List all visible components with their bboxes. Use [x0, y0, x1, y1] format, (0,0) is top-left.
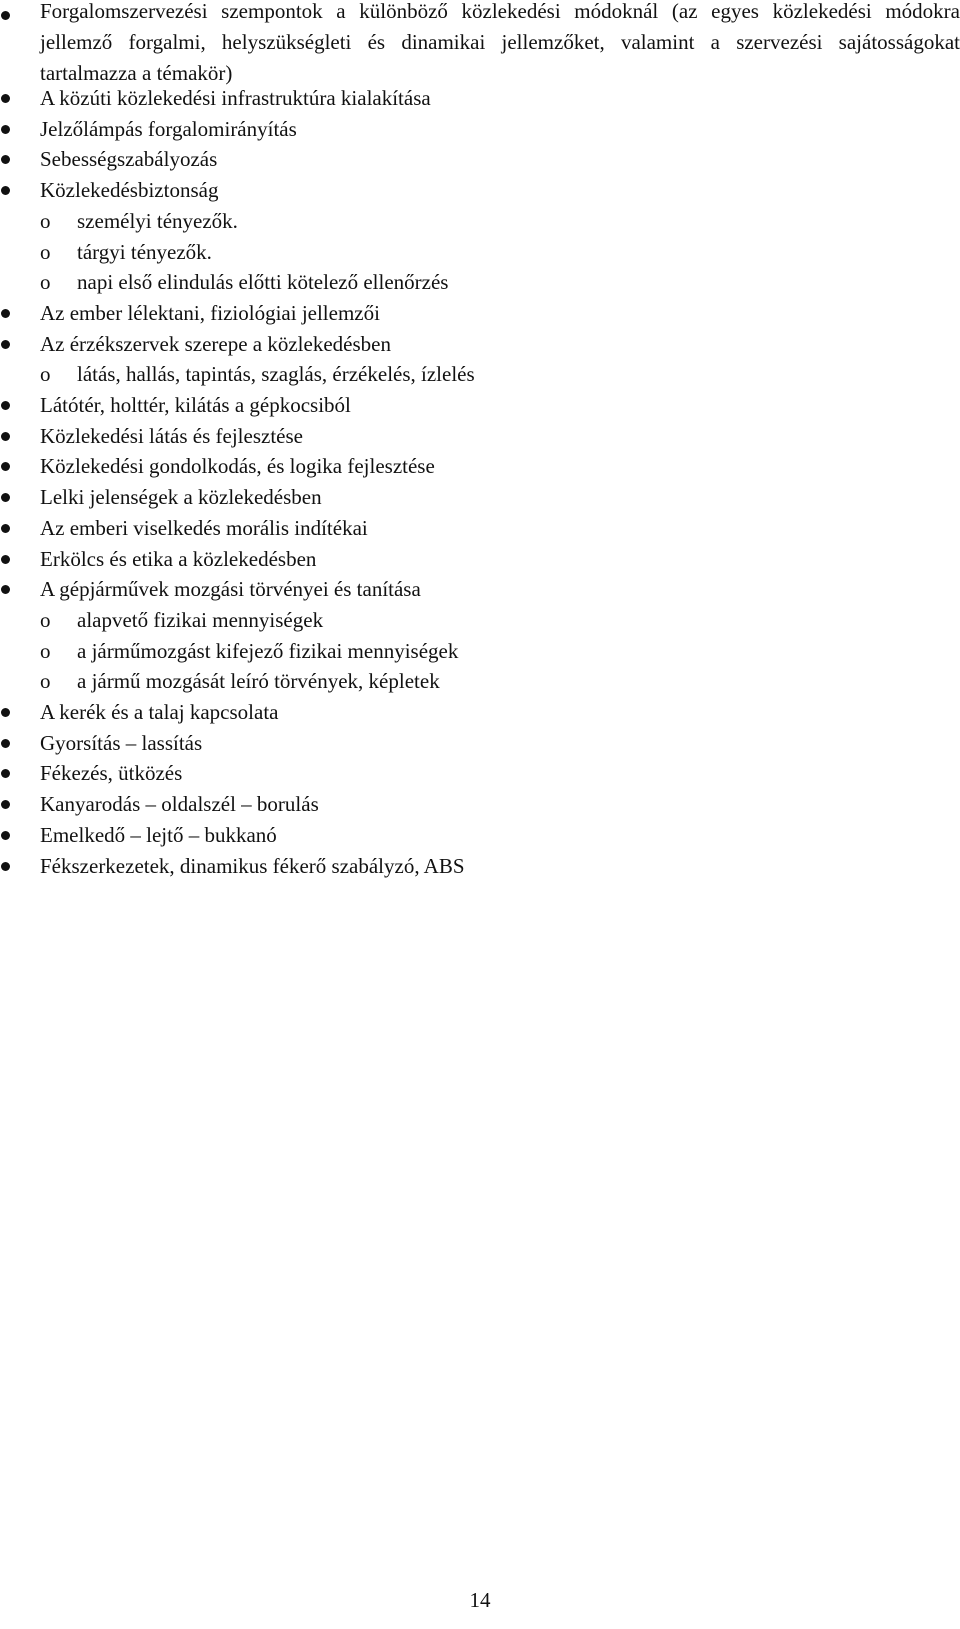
- bullet-icon: [1, 493, 10, 502]
- sub-bullet-marker: o: [40, 669, 51, 693]
- list-item: [0, 390, 960, 422]
- list-item-text: Jelzőlámpás forgalomirányítás: [40, 117, 297, 141]
- bullet-icon: [1, 432, 10, 441]
- sub-bullet-marker: o: [40, 240, 51, 264]
- sub-list-item-text: személyi tényezők.: [77, 209, 238, 233]
- list-item-text: Erkölcs és etika a közlekedésben: [40, 547, 317, 571]
- sub-list-item-text: a jármű mozgását leíró törvények, képletek: [77, 669, 440, 693]
- list-item: [0, 728, 960, 760]
- list-item-text: A gépjárművek mozgási törvényei és tanítása: [40, 577, 421, 601]
- sub-list-item-text: a járműmozgást kifejező fizikai mennyiségek: [77, 639, 459, 663]
- intro-paragraph: Forgalomszervezési szempontok a különböző közlekedési módoknál (az egyes közlekedési módokra jellemző forgalmi, helyszükségleti és dinamikai jellemzőket, valamint a szervezési sajátosságokat tartalmazza a témakör): [40, 0, 960, 85]
- list-item-text: Emelkedő – lejtő – bukkanó: [40, 823, 277, 847]
- bullet-icon: [1, 524, 10, 533]
- sub-list-item: [0, 605, 960, 637]
- sub-bullet-marker: o: [40, 608, 51, 632]
- list-item: [0, 758, 960, 790]
- sub-list-item-text: napi első elindulás előtti kötelező ellenőrzés: [77, 270, 449, 294]
- list-item-text: Látótér, holttér, kilátás a gépkocsiból: [40, 393, 351, 417]
- list-item: [0, 83, 960, 115]
- list-item: [0, 820, 960, 852]
- list-item-text: A kerék és a talaj kapcsolata: [40, 700, 279, 724]
- bullet-icon: [1, 708, 10, 717]
- list-item-text: Sebességszabályozás: [40, 147, 218, 171]
- list-item-text: Gyorsítás – lassítás: [40, 731, 203, 755]
- sub-list-item-text: alapvető fizikai mennyiségek: [77, 608, 324, 632]
- list-item: [0, 451, 960, 483]
- list-item: [0, 697, 960, 729]
- list-item-text: Kanyarodás – oldalszél – borulás: [40, 792, 319, 816]
- sub-bullet-marker: o: [40, 209, 51, 233]
- sub-list-item: [0, 636, 960, 668]
- sub-list-item: [0, 267, 960, 299]
- bullet-icon: [1, 831, 10, 840]
- list-item-text: Fékszerkezetek, dinamikus fékerő szabályzó, ABS: [40, 854, 465, 878]
- list-item-text: Az emberi viselkedés morális indítékai: [40, 516, 368, 540]
- bullet-icon: [1, 186, 10, 195]
- list-item-text: Közlekedési gondolkodás, és logika fejlesztése: [40, 454, 435, 478]
- bullet-icon: [1, 155, 10, 164]
- list-item: [0, 421, 960, 453]
- bullet-icon: [1, 555, 10, 564]
- bullet-icon: [1, 585, 10, 594]
- sub-list-item: [0, 237, 960, 269]
- bullet-icon: [1, 462, 10, 471]
- list-item: [0, 298, 960, 330]
- list-item: [0, 482, 960, 514]
- list-item-text: Fékezés, ütközés: [40, 761, 183, 785]
- sub-bullet-marker: o: [40, 639, 51, 663]
- sub-list-item: [0, 359, 960, 391]
- bullet-icon: [1, 739, 10, 748]
- list-item: [0, 144, 960, 176]
- list-item-text: Az érzékszervek szerepe a közlekedésben: [40, 332, 391, 356]
- list-item-text: Az ember lélektani, fiziológiai jellemzői: [40, 301, 380, 325]
- sub-list-item-text: tárgyi tényezők.: [77, 240, 212, 264]
- bullet-icon: [1, 11, 10, 20]
- list-item: [0, 789, 960, 821]
- list-item-text: Közlekedési látás és fejlesztése: [40, 424, 303, 448]
- list-item-text: A közúti közlekedési infrastruktúra kialakítása: [40, 86, 431, 110]
- list-item: [0, 851, 960, 883]
- list-item: [0, 175, 960, 207]
- list-item: [0, 114, 960, 146]
- list-item: [0, 513, 960, 545]
- bullet-icon: [1, 309, 10, 318]
- list-item: [0, 329, 960, 361]
- bullet-icon: [1, 94, 10, 103]
- sub-bullet-marker: o: [40, 362, 51, 386]
- sub-list-item: [0, 206, 960, 238]
- bullet-icon: [1, 125, 10, 134]
- bullet-icon: [1, 401, 10, 410]
- list-item-text: Közlekedésbiztonság: [40, 178, 219, 202]
- sub-list-item: [0, 666, 960, 698]
- bullet-icon: [1, 862, 10, 871]
- sub-list-item-text: látás, hallás, tapintás, szaglás, érzékelés, ízlelés: [77, 362, 475, 386]
- list-item-text: Lelki jelenségek a közlekedésben: [40, 485, 322, 509]
- list-item: [0, 574, 960, 606]
- list-item: [0, 544, 960, 576]
- bullet-icon: [1, 340, 10, 349]
- bullet-icon: [1, 800, 10, 809]
- page-number: 14: [469, 1588, 491, 1612]
- bullet-icon: [1, 769, 10, 778]
- sub-bullet-marker: o: [40, 270, 51, 294]
